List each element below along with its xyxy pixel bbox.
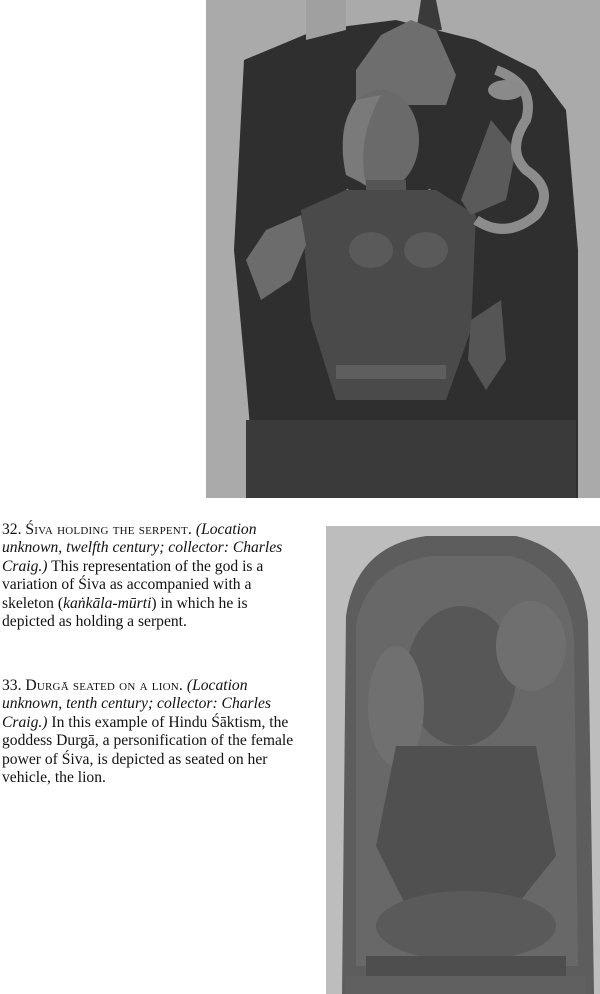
siva-sculpture-image bbox=[206, 0, 600, 498]
figure-provenance: (Location unknown, tenth century; collector: Charles Craig.) bbox=[2, 677, 271, 731]
figure-number: 32. bbox=[2, 521, 22, 538]
figure-term: kaṅkāla-mūrti bbox=[63, 594, 152, 612]
figure-number: 33. bbox=[2, 677, 22, 694]
figure-provenance: (Location unknown, twelfth century; collector: Charles Craig.) bbox=[2, 521, 283, 575]
figure-description-start: This representation of the god is a variation of Śiva as accompanied with a skeleton ( bbox=[2, 557, 264, 612]
durga-relief-photo bbox=[326, 526, 600, 994]
caption-figure-32 bbox=[2, 521, 302, 631]
siva-sculpture-photo bbox=[206, 0, 600, 498]
figure-title: Durgā seated on a lion. bbox=[25, 677, 183, 694]
durga-relief-image bbox=[326, 526, 600, 994]
caption-figure-33 bbox=[2, 677, 302, 787]
figure-description-end: ) in which he is depicted as holding a serpent. bbox=[2, 594, 248, 631]
figure-description: In this example of Hindu Śāktism, the goddess Durgā, a personification of the female power of Śiva, is depicted as seated on her vehicle, the lion. bbox=[2, 713, 294, 787]
figure-title: Śiva holding the serpent. bbox=[25, 521, 192, 538]
